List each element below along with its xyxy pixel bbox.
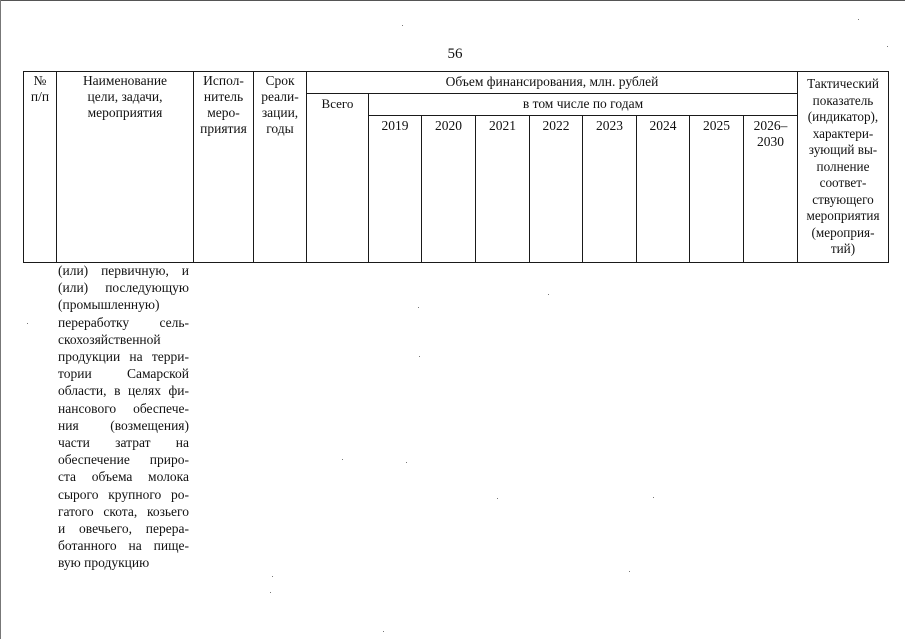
- header-year-2019: 2019: [381, 118, 409, 133]
- text-line: и овечьего, перера-: [58, 521, 189, 537]
- scan-speck: [629, 571, 630, 572]
- measure-description: [58, 262, 189, 572]
- text-line: ния (возмещения): [58, 417, 189, 433]
- scan-speck: [27, 323, 28, 324]
- header-year-2021: 2021: [489, 118, 516, 133]
- header-year-2026-2030: 2026– 2030: [753, 118, 788, 149]
- text-line: (или) последующую: [58, 280, 189, 296]
- page-number: 56: [447, 46, 463, 62]
- text-line: обеспечение приро-: [58, 452, 189, 468]
- scan-speck: [342, 459, 343, 460]
- scan-speck: [272, 576, 273, 577]
- scan-speck: [418, 307, 419, 308]
- text-line: вую продукцию: [58, 555, 150, 571]
- scan-speck: [653, 497, 654, 498]
- text-line: продукции на терри-: [58, 349, 189, 365]
- text-line: гатого скота, козьего: [58, 503, 189, 519]
- scan-border-top: [0, 0, 905, 1]
- header-col-executor: Испол- нитель меро- приятия: [200, 73, 247, 136]
- scan-speck: [383, 631, 384, 632]
- text-line: нансового обеспече-: [58, 400, 189, 416]
- text-line: переработку сель-: [58, 314, 189, 330]
- text-line: ботанного на пище-: [58, 538, 189, 554]
- header-funding-title: Объем финансирования, млн. рублей: [445, 74, 659, 89]
- header-year-2022: 2022: [542, 118, 570, 133]
- scan-speck: [402, 25, 403, 26]
- header-col-term: Срок реали- зации, годы: [261, 73, 299, 136]
- scan-border-left: [0, 0, 1, 639]
- text-line: (или) первичную, и: [58, 263, 189, 278]
- text-line: ста объема молока: [58, 469, 189, 485]
- text-line: (промышленную): [58, 297, 160, 313]
- header-by-years: в том числе по годам: [522, 96, 644, 111]
- header-col-name: Наименование цели, задачи, мероприятия: [82, 73, 168, 120]
- scan-speck: [497, 498, 498, 499]
- text-line: области, в целях фи-: [58, 383, 189, 399]
- text-line: части затрат на: [58, 435, 189, 451]
- scan-speck: [887, 46, 888, 47]
- header-year-2023: 2023: [596, 118, 623, 133]
- financing-table-header: [23, 71, 889, 263]
- scan-speck: [406, 462, 407, 463]
- header-year-2024: 2024: [649, 118, 677, 133]
- text-line: тории Самарской: [58, 366, 189, 382]
- header-year-2020: 2020: [435, 118, 462, 133]
- header-col-total: Всего: [321, 96, 354, 111]
- text-line: скохозяйственной: [58, 331, 161, 347]
- header-col-indicator: Тактический показатель (индикатор), характери- зующий вы- полнение соответ- ствующего мероприятия (мероприя- тий): [806, 76, 880, 256]
- scan-speck: [419, 356, 420, 357]
- scan-speck: [858, 19, 859, 20]
- scan-speck: [270, 592, 271, 593]
- text-line: сырого крупного ро-: [58, 486, 189, 502]
- scan-speck: [548, 294, 549, 295]
- header-col-number: № п/п: [30, 73, 50, 104]
- header-year-2025: 2025: [703, 118, 730, 133]
